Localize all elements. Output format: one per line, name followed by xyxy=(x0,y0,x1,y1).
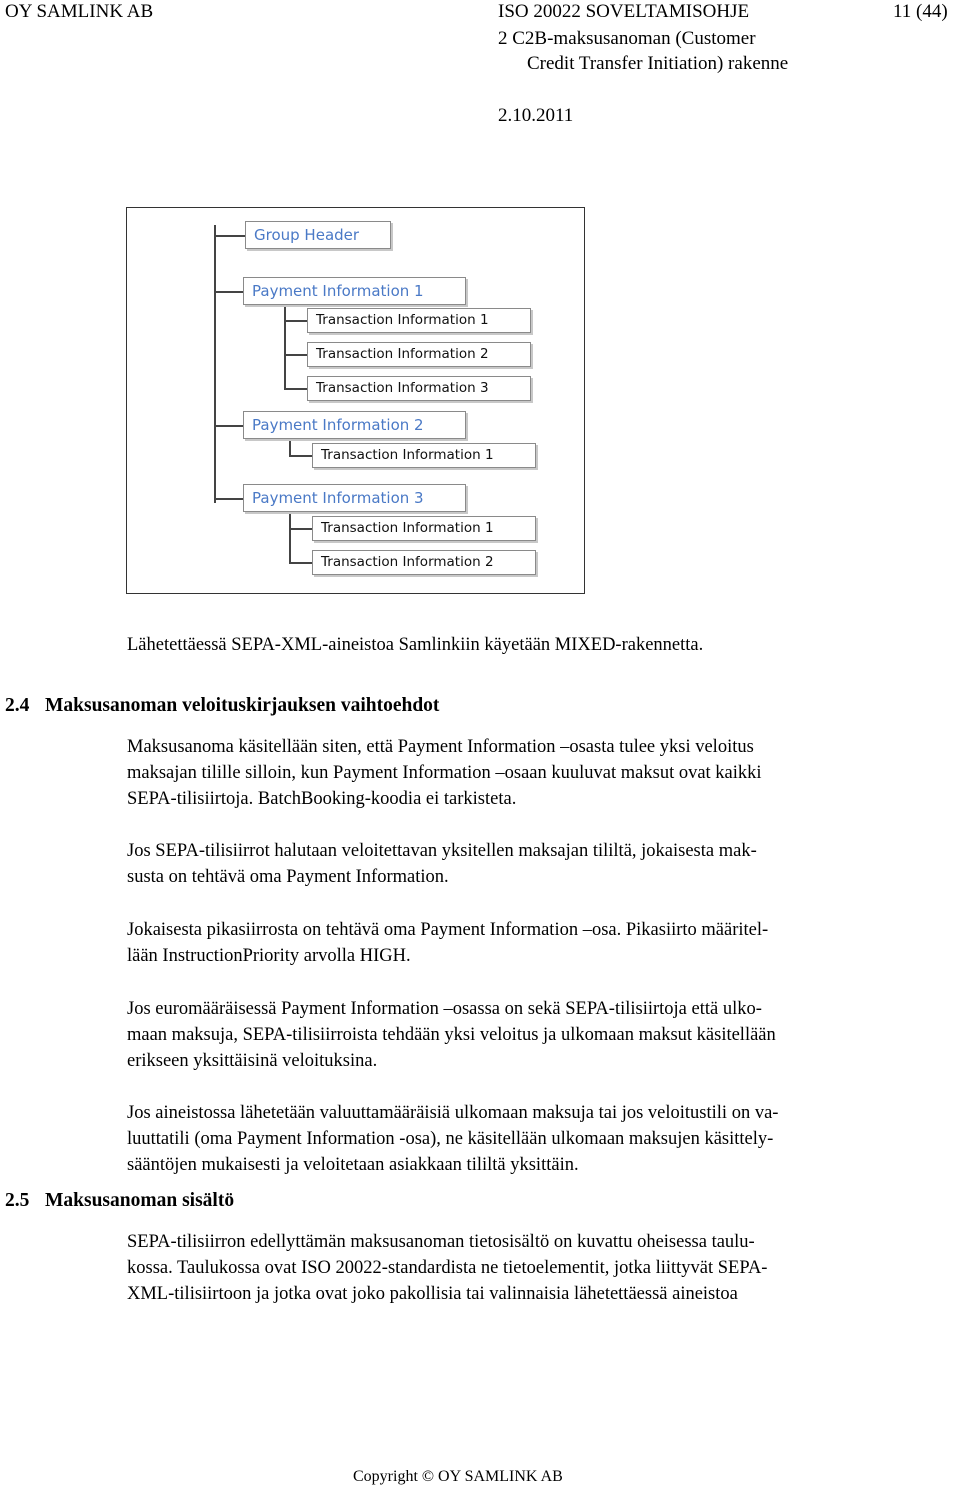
paragraph xyxy=(127,838,937,890)
section-heading-2-5 xyxy=(5,1190,234,1212)
tree-connector xyxy=(214,225,216,503)
diagram-caption: Lähetettäessä SEPA-XML-aineistoa Samlinkiin käyetään MIXED-rakennetta. xyxy=(127,635,704,655)
text-line: susta on tehtävä oma Payment Information. xyxy=(127,867,449,887)
payment-information-3-box: Payment Information 3 xyxy=(243,484,466,512)
tree-connector xyxy=(289,438,291,456)
section-heading-2-4 xyxy=(5,695,439,717)
text-line: sääntöjen mukaisesti ja veloitetaan asiakkaan tililtä yksittäin. xyxy=(127,1155,579,1175)
paragraph xyxy=(127,996,937,1074)
section-title-line2: Credit Transfer Initiation) rakenne xyxy=(527,53,789,74)
payment-information-1-box: Payment Information 1 xyxy=(243,277,466,305)
section-number: 2.4 xyxy=(5,695,30,716)
text-line: XML-tilisiirtoon ja jotka ovat joko pakollisia tai valinnaisia lähetettäessä aineistoa xyxy=(127,1284,738,1304)
tree-connector xyxy=(284,388,308,390)
text-line: SEPA-tilisiirron edellyttämän maksusanoman tietosisältö on kuvattu oheisessa taulu- xyxy=(127,1232,755,1252)
footer-copyright: Copyright © OY SAMLINK AB xyxy=(353,1468,563,1485)
text-line: Jokaisesta pikasiirrosta on tehtävä oma Payment Information –osa. Pikasiirto määritel- xyxy=(127,920,769,940)
document-date: 2.10.2011 xyxy=(498,105,574,126)
section-title: Maksusanoman veloituskirjauksen vaihtoehdot xyxy=(45,695,440,716)
tree-connector xyxy=(214,425,244,427)
tree-connector xyxy=(214,498,244,500)
tree-connector xyxy=(284,304,286,389)
paragraph xyxy=(127,1229,937,1307)
transaction-information-box: Transaction Information 1 xyxy=(307,308,531,333)
transaction-information-box: Transaction Information 1 xyxy=(312,516,536,541)
text-line: Maksusanoma käsitellään siten, että Payment Information –osasta tulee yksi veloitus xyxy=(127,737,754,757)
tree-connector xyxy=(289,455,313,457)
text-line: erikseen yksittäisinä veloituksina. xyxy=(127,1051,378,1071)
tree-connector xyxy=(289,562,313,564)
text-line: Jos SEPA-tilisiirrot halutaan veloitettavan yksitellen maksajan tililtä, jokaisesta mak- xyxy=(127,841,757,861)
document-title: ISO 20022 SOVELTAMISOHJE xyxy=(498,1,750,22)
group-header-box: Group Header xyxy=(245,221,391,249)
transaction-information-box: Transaction Information 2 xyxy=(307,342,531,367)
text-line: kossa. Taulukossa ovat ISO 20022-standardista ne tietoelementit, jotka liittyvät SEPA- xyxy=(127,1258,768,1278)
paragraph xyxy=(127,1100,937,1178)
transaction-information-box: Transaction Information 1 xyxy=(312,443,536,468)
tree-connector xyxy=(284,320,308,322)
tree-connector xyxy=(284,354,308,356)
company-name: OY SAMLINK AB xyxy=(5,1,154,22)
page-number: 11 (44) xyxy=(893,1,948,22)
message-structure-diagram xyxy=(126,207,585,594)
tree-connector xyxy=(289,528,313,530)
text-line: Jos aineistossa lähetetään valuuttamääräisiä ulkomaan maksuja tai jos veloitustili on va- xyxy=(127,1103,779,1123)
transaction-information-box: Transaction Information 3 xyxy=(307,376,531,401)
text-line: SEPA-tilisiirtoja. BatchBooking-koodia ei tarkisteta. xyxy=(127,789,517,809)
text-line: luuttatili (oma Payment Information -osa), ne käsitellään ulkomaan maksujen käsittely- xyxy=(127,1129,774,1149)
text-line: maan maksuja, SEPA-tilisiirroista tehdään yksi veloitus ja ulkomaan maksut käsitellään xyxy=(127,1025,776,1045)
section-title: Maksusanoman sisältö xyxy=(45,1190,235,1211)
paragraph xyxy=(127,734,937,812)
tree-connector xyxy=(214,291,244,293)
text-line: lään InstructionPriority arvolla HIGH. xyxy=(127,946,411,966)
payment-information-2-box: Payment Information 2 xyxy=(243,411,466,439)
text-line: maksajan tilille silloin, kun Payment Information –osaan kuuluvat maksut ovat kaikki xyxy=(127,763,762,783)
section-number: 2.5 xyxy=(5,1190,30,1211)
section-title-line1: 2 C2B-maksusanoman (Customer xyxy=(498,28,756,49)
tree-connector xyxy=(289,511,291,563)
transaction-information-box: Transaction Information 2 xyxy=(312,550,536,575)
tree-connector xyxy=(214,235,246,237)
text-line: Jos euromääräisessä Payment Information –osassa on sekä SEPA-tilisiirtoja että ulko- xyxy=(127,999,762,1019)
paragraph xyxy=(127,917,937,969)
